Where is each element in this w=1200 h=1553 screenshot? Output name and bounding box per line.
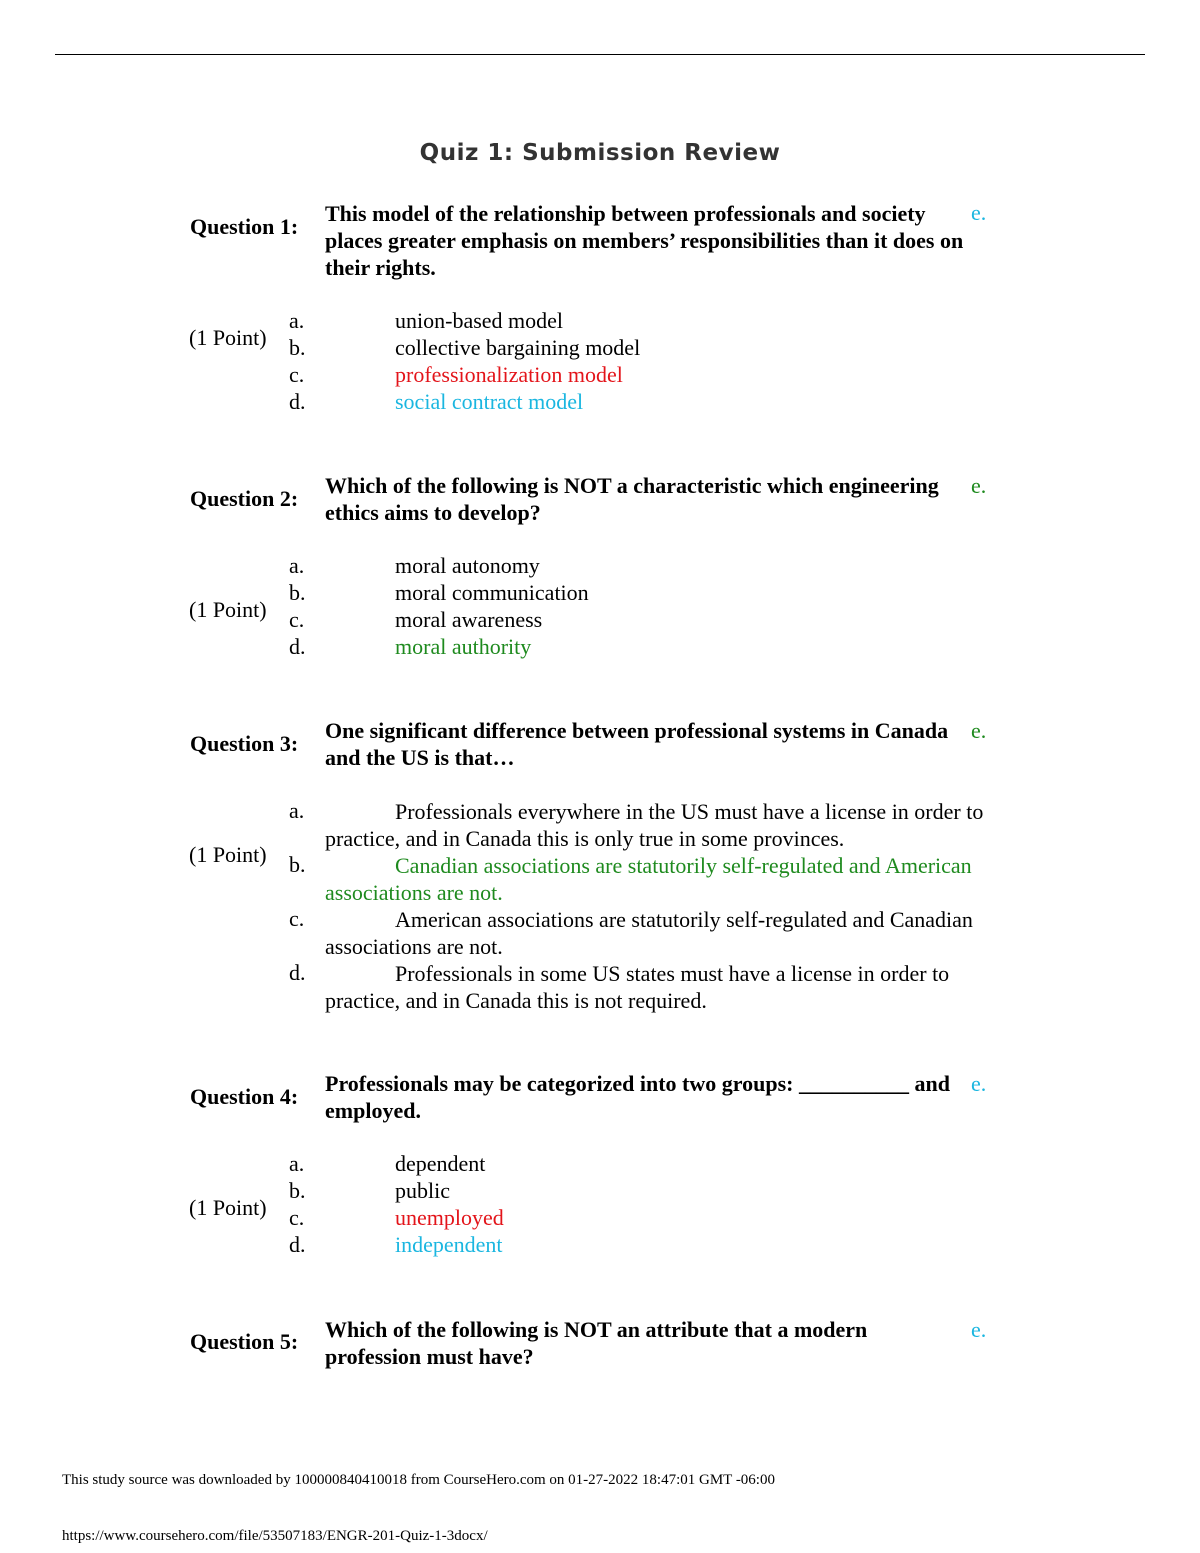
q3-option-a: Professionals everywhere in the US must have a license in order to practice, and in Canada this is only true in some provinces. (325, 799, 984, 851)
q3-option-a-letter: a. (289, 798, 305, 823)
q2-option-a-letter: a. (289, 553, 305, 578)
question-2-points: (1 Point) (189, 597, 267, 622)
q4-option-a: dependent (395, 1151, 486, 1176)
q4-option-d-letter: d. (289, 1232, 306, 1257)
question-2-label: Question 2: (190, 486, 299, 511)
question-4-e-mark: e. (971, 1071, 987, 1096)
question-5-label: Question 5: (190, 1329, 299, 1354)
q1-option-b: collective bargaining model (395, 335, 641, 360)
question-1-label: Question 1: (190, 214, 299, 239)
question-4-points: (1 Point) (189, 1195, 267, 1220)
q1-option-a: union-based model (395, 308, 564, 333)
q3-option-b-letter: b. (289, 852, 306, 877)
q2-option-b-letter: b. (289, 580, 306, 605)
q4-option-b: public (395, 1178, 450, 1203)
question-3-e-mark: e. (971, 718, 987, 743)
q1-option-d-correct: social contract model (395, 389, 584, 414)
question-1-points: (1 Point) (189, 325, 267, 350)
question-2-e-mark: e. (971, 473, 987, 498)
top-rule (55, 54, 1145, 55)
q4-option-b-letter: b. (289, 1178, 306, 1203)
download-notice: This study source was downloaded by 100000840410018 from CourseHero.com on 01-27-2022 18:47:01 GMT -06:00 (62, 1472, 775, 1488)
q2-option-a: moral autonomy (395, 553, 540, 578)
question-4-text: Professionals may be categorized into two groups: __________ and employed. (325, 1071, 950, 1123)
q4-option-d-correct: independent (395, 1232, 503, 1257)
q2-option-d-correct: moral authority (395, 634, 532, 659)
q2-option-c-letter: c. (289, 607, 305, 632)
q3-option-d-letter: d. (289, 960, 306, 985)
question-5-e-mark: e. (971, 1317, 987, 1342)
question-1-text: This model of the relationship between professionals and society places greater emphasis on members’ responsibilities than it does on their rights. (325, 201, 964, 280)
question-2-text: Which of the following is NOT a characteristic which engineering ethics aims to develop? (325, 473, 939, 525)
question-3-label: Question 3: (190, 731, 299, 756)
question-5-text: Which of the following is NOT an attribute that a modern profession must have? (325, 1317, 868, 1369)
q3-option-d: Professionals in some US states must have a license in order to practice, and in Canada this is not required. (325, 961, 950, 1013)
q1-option-c-letter: c. (289, 362, 305, 387)
source-url[interactable]: https://www.coursehero.com/file/53507183/ENGR-201-Quiz-1-3docx/ (62, 1528, 488, 1544)
q4-option-a-letter: a. (289, 1151, 305, 1176)
page-title: Quiz 1: Submission Review (419, 140, 781, 166)
q3-option-c-letter: c. (289, 906, 305, 931)
q2-option-d-letter: d. (289, 634, 306, 659)
question-4-label: Question 4: (190, 1084, 299, 1109)
q3-option-b-correct: Canadian associations are statutorily self-regulated and American associations are not. (325, 853, 972, 905)
q1-option-c-selected: professionalization model (395, 362, 623, 387)
q2-option-b: moral communication (395, 580, 589, 605)
q4-option-c-selected: unemployed (395, 1205, 504, 1230)
q3-option-c: American associations are statutorily self-regulated and Canadian associations are not. (325, 907, 973, 959)
q1-option-d-letter: d. (289, 389, 306, 414)
q1-option-a-letter: a. (289, 308, 305, 333)
question-3-text: One significant difference between professional systems in Canada and the US is that… (325, 718, 949, 770)
question-1-e-mark: e. (971, 200, 987, 225)
q4-option-c-letter: c. (289, 1205, 305, 1230)
q2-option-c: moral awareness (395, 607, 543, 632)
question-3-points: (1 Point) (189, 842, 267, 867)
q1-option-b-letter: b. (289, 335, 306, 360)
